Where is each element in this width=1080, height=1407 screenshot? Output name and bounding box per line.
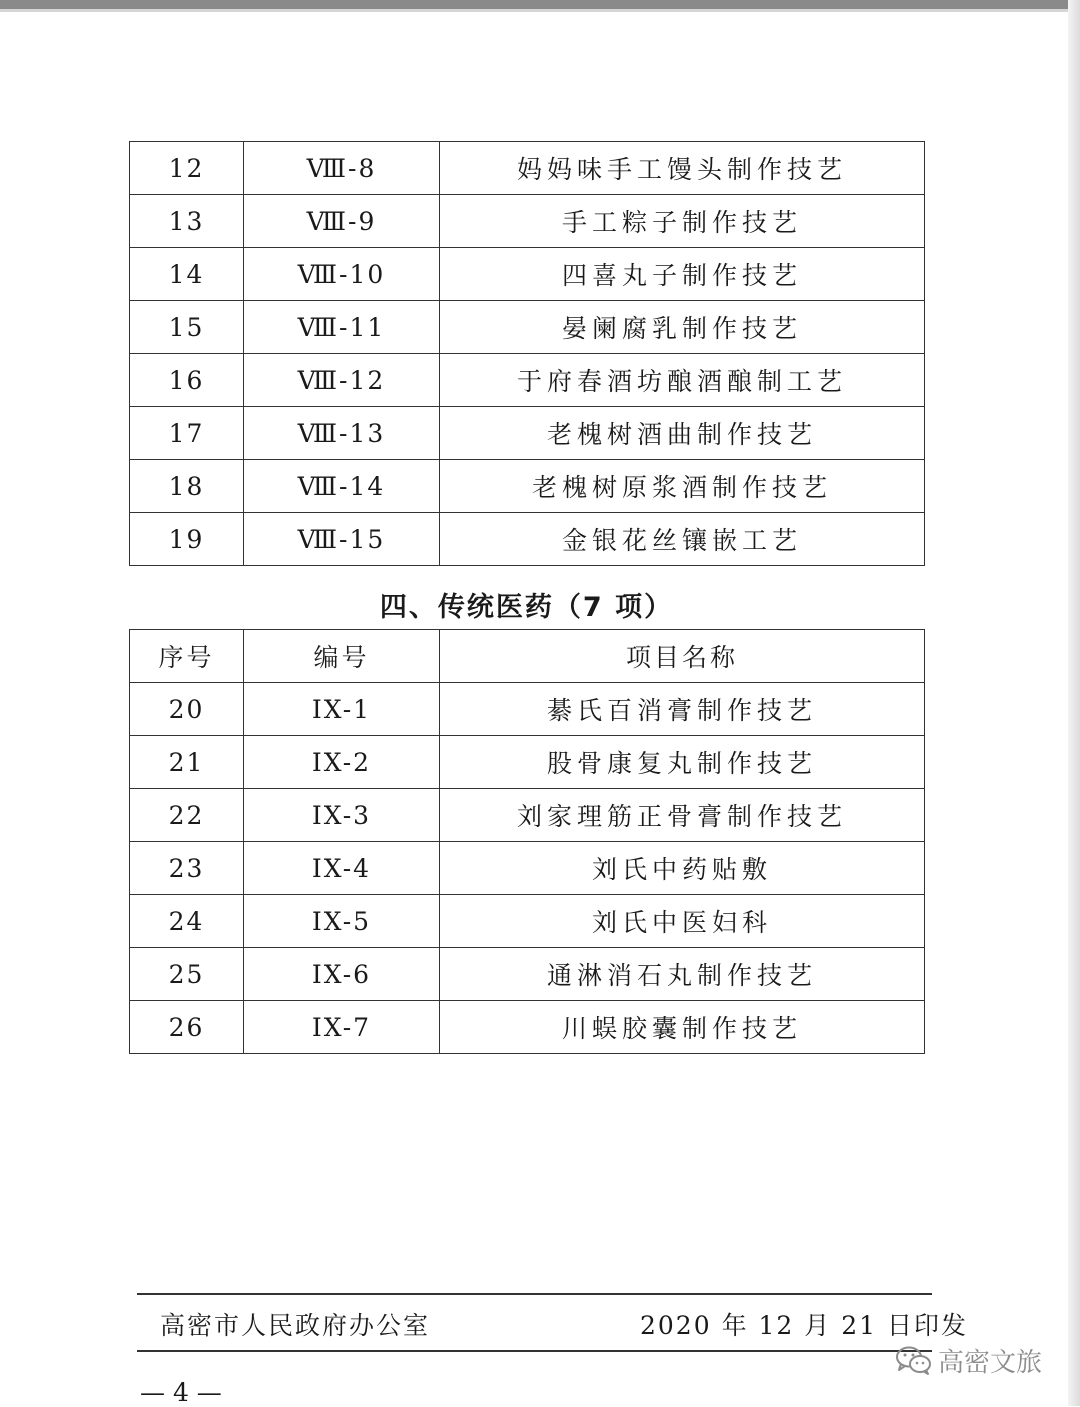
- table-row: [130, 789, 925, 842]
- row-code: Ⅷ-10: [244, 248, 440, 301]
- footer-rule-top: [137, 1293, 932, 1295]
- row-seq: 17: [130, 407, 244, 460]
- header-code: 编号: [244, 630, 440, 683]
- table-row: [130, 248, 925, 301]
- row-seq: 20: [130, 683, 244, 736]
- row-code: Ⅷ-9: [244, 195, 440, 248]
- row-seq: 16: [130, 354, 244, 407]
- row-code: Ⅷ-15: [244, 513, 440, 566]
- table-row: [130, 354, 925, 407]
- wechat-watermark: [894, 1342, 1042, 1378]
- issue-date: 2020 年 12 月 21 日印发: [640, 1311, 968, 1340]
- row-code: Ⅷ-14: [244, 460, 440, 513]
- row-seq: 13: [130, 195, 244, 248]
- table-header-row: [130, 630, 925, 683]
- table-row: [130, 1001, 925, 1054]
- page-side-edge: [1068, 0, 1080, 1406]
- row-code: Ⅷ-13: [244, 407, 440, 460]
- page-top-edge-shadow: [0, 9, 1080, 12]
- row-code: IX-7: [244, 1001, 440, 1054]
- table-row: [130, 736, 925, 789]
- row-seq: 24: [130, 895, 244, 948]
- footer-rule-bottom: [137, 1350, 932, 1352]
- row-name: 妈妈味手工馒头制作技艺: [440, 142, 925, 195]
- page-top-edge: [0, 0, 1080, 9]
- row-name: 股骨康复丸制作技艺: [440, 736, 925, 789]
- row-seq: 14: [130, 248, 244, 301]
- table-row: [130, 895, 925, 948]
- heritage-table-food: [129, 141, 925, 566]
- row-seq: 26: [130, 1001, 244, 1054]
- row-name: 老槐树酒曲制作技艺: [440, 407, 925, 460]
- row-code: IX-3: [244, 789, 440, 842]
- row-code: IX-2: [244, 736, 440, 789]
- table-row: [130, 948, 925, 1001]
- row-code: Ⅷ-11: [244, 301, 440, 354]
- table-row: [130, 301, 925, 354]
- header-name: 项目名称: [440, 630, 925, 683]
- watermark-text: 高密文旅: [938, 1347, 1043, 1378]
- page-number: — 4 —: [140, 1378, 222, 1407]
- row-code: IX-5: [244, 895, 440, 948]
- table-row: [130, 407, 925, 460]
- row-name: 四喜丸子制作技艺: [440, 248, 925, 301]
- row-name: 金银花丝镶嵌工艺: [440, 513, 925, 566]
- row-name: 川蜈胶囊制作技艺: [440, 1001, 925, 1054]
- heritage-table-medicine-body: [130, 630, 925, 1054]
- row-name: 晏阑腐乳制作技艺: [440, 301, 925, 354]
- table-row: [130, 195, 925, 248]
- row-name: 手工粽子制作技艺: [440, 195, 925, 248]
- row-name: 老槐树原浆酒制作技艺: [440, 460, 925, 513]
- row-seq: 19: [130, 513, 244, 566]
- row-seq: 18: [130, 460, 244, 513]
- row-code: Ⅷ-12: [244, 354, 440, 407]
- table-row: [130, 683, 925, 736]
- heritage-table-medicine: [129, 629, 925, 1054]
- heritage-table-food-body: [130, 142, 925, 566]
- row-code: IX-4: [244, 842, 440, 895]
- wechat-icon: [894, 1344, 934, 1376]
- row-code: IX-1: [244, 683, 440, 736]
- section-heading-traditional-medicine: 四、传统医药（7 项）: [379, 592, 674, 623]
- row-seq: 25: [130, 948, 244, 1001]
- row-code: Ⅷ-8: [244, 142, 440, 195]
- table-row: [130, 842, 925, 895]
- row-name: 刘氏中药贴敷: [440, 842, 925, 895]
- row-name: 刘家理筋正骨膏制作技艺: [440, 789, 925, 842]
- row-name: 綦氏百消膏制作技艺: [440, 683, 925, 736]
- row-seq: 12: [130, 142, 244, 195]
- row-code: IX-6: [244, 948, 440, 1001]
- table-row: [130, 142, 925, 195]
- row-seq: 23: [130, 842, 244, 895]
- table-row: [130, 460, 925, 513]
- row-name: 通淋消石丸制作技艺: [440, 948, 925, 1001]
- issuing-office: 高密市人民政府办公室: [160, 1311, 431, 1340]
- row-seq: 21: [130, 736, 244, 789]
- row-name: 刘氏中医妇科: [440, 895, 925, 948]
- row-name: 于府春酒坊酿酒酿制工艺: [440, 354, 925, 407]
- header-seq: 序号: [130, 630, 244, 683]
- table-row: [130, 513, 925, 566]
- row-seq: 22: [130, 789, 244, 842]
- row-seq: 15: [130, 301, 244, 354]
